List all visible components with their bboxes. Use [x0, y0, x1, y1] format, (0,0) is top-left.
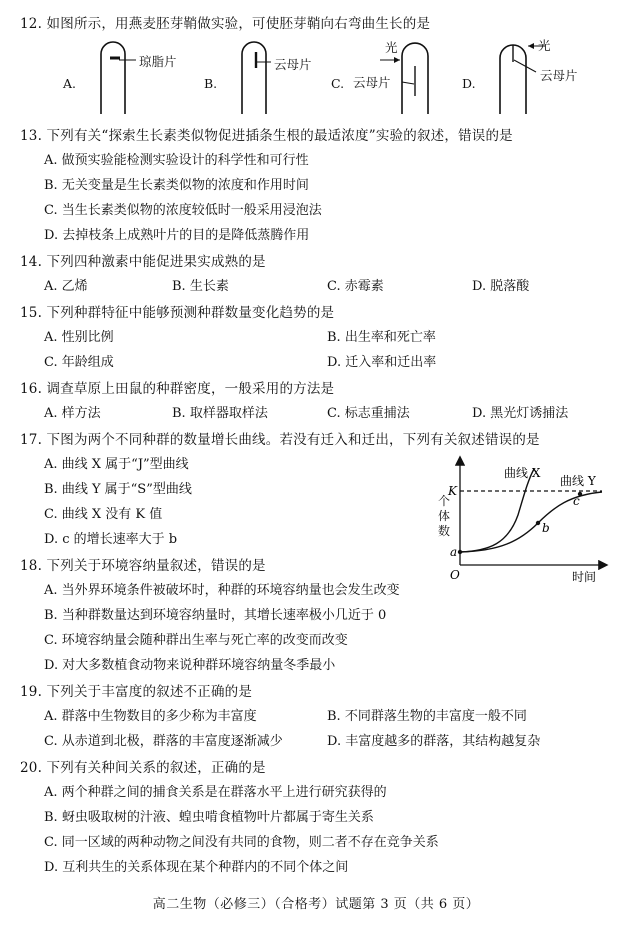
q13-option-a: A. 做预实验能检测实验设计的科学性和可行性: [44, 153, 309, 168]
q20-stem: 20. 下列有关种间关系的叙述，正确的是: [20, 760, 266, 776]
q14-option-d: D. 脱落酸: [472, 279, 530, 294]
chart-b-label: b: [542, 521, 550, 535]
q18-option-a: A. 当外界环境条件被破坏时，种群的环境容纳量也会发生改变: [44, 583, 400, 598]
q19-option-d: D. 丰富度越多的群落，其结构越复杂: [327, 734, 541, 749]
q19-option-a: A. 群落中生物数目的多少称为丰富度: [44, 709, 257, 724]
chart-series-y-label: 曲线 Y: [560, 474, 596, 488]
q18-option-c: C. 环境容纳量会随种群出生率与死亡率的改变而改变: [44, 633, 348, 648]
point-b: [536, 521, 540, 525]
curve-y-s: [460, 492, 602, 552]
q12-fig-c-letter: C.: [331, 76, 345, 91]
q19-option-b: B. 不同群落生物的丰富度一般不同: [327, 709, 527, 724]
q12-fig-a-letter: A.: [63, 76, 77, 91]
q12-fig-d-label: 云母片: [540, 68, 578, 83]
q18-stem: 18. 下列关于环境容纳量叙述，错误的是: [20, 558, 266, 574]
q12-fig-b: [242, 42, 271, 114]
q20-option-d: D. 互利共生的关系体现在某个种群内的不同个体之间: [44, 860, 349, 875]
q14-option-a: A. 乙烯: [44, 279, 88, 294]
q16-option-b: B. 取样器取样法: [172, 406, 268, 421]
q15-option-d: D. 迁入率和迁出率: [327, 355, 437, 370]
q12-stem: 12. 如图所示，用燕麦胚芽鞘做实验，可使胚芽鞘向右弯曲生长的是: [20, 16, 431, 32]
chart-c-label: c: [573, 494, 580, 508]
q15-stem: 15. 下列种群特征中能够预测种群数量变化趋势的是: [20, 305, 335, 321]
q16-option-c: C. 标志重捕法: [327, 406, 410, 421]
population-growth-chart: [430, 455, 610, 585]
q14-option-c: C. 赤霉素: [327, 279, 384, 294]
chart-k-label: K: [448, 484, 457, 498]
page-footer: 高二生物（必修三）（合格考）试题第 3 页（共 6 页）: [152, 897, 480, 912]
q20-option-b: B. 蚜虫吸取树的汁液、蝗虫啃食植物叶片都属于寄生关系: [44, 810, 374, 825]
q12-fig-c-light: 光: [385, 40, 398, 55]
q18-option-b: B. 当种群数量达到环境容纳量时，其增长速率极小几近于 0: [44, 608, 387, 623]
curve-x-j: [460, 469, 534, 552]
q13-stem: 13. 下列有关“探索生长素类似物促进插条生根的最适浓度”实验的叙述，错误的是: [20, 128, 513, 144]
q17-option-b: B. 曲线 Y 属于“S”型曲线: [44, 482, 192, 497]
q12-fig-c-label: 云母片: [353, 75, 391, 90]
q12-fig-d-letter: D.: [462, 76, 476, 91]
q13-option-b: B. 无关变量是生长素类似物的浓度和作用时间: [44, 178, 309, 193]
chart-y-axis-label: 个体数: [438, 494, 451, 538]
q17-option-a: A. 曲线 X 属于“J”型曲线: [44, 457, 189, 472]
q18-option-d: D. 对大多数植食动物来说种群环境容纳量冬季最小: [44, 658, 336, 673]
q12-fig-a: [101, 42, 136, 114]
q12-fig-b-label: 云母片: [274, 57, 312, 72]
q16-option-d: D. 黑光灯诱捕法: [472, 406, 569, 421]
q15-option-b: B. 出生率和死亡率: [327, 330, 436, 345]
chart-origin-label: O: [450, 568, 460, 582]
q15-option-a: A. 性别比例: [44, 330, 114, 345]
q20-option-c: C. 同一区域的两种动物之间没有共同的食物，则二者不存在竞争关系: [44, 835, 439, 850]
q17-stem: 17. 下图为两个不同种群的数量增长曲线。若没有迁入和迁出，下列有关叙述错误的是: [20, 432, 540, 448]
q14-stem: 14. 下列四种激素中能促进果实成熟的是: [20, 254, 266, 270]
q15-option-c: C. 年龄组成: [44, 355, 114, 370]
q19-stem: 19. 下列关于丰富度的叙述不正确的是: [20, 684, 253, 700]
q17-option-d: D. c 的增长速率大于 b: [44, 532, 178, 547]
q16-stem: 16. 调查草原上田鼠的种群密度，一般采用的方法是: [20, 381, 335, 397]
q12-fig-b-letter: B.: [204, 76, 218, 91]
q13-option-d: D. 去掉枝条上成熟叶片的目的是降低蒸腾作用: [44, 228, 310, 243]
q19-option-c: C. 从赤道到北极，群落的丰富度逐渐减少: [44, 734, 283, 749]
q13-option-c: C. 当生长素类似物的浓度较低时一般采用浸泡法: [44, 203, 322, 218]
q16-option-a: A. 样方法: [44, 406, 101, 421]
q12-fig-a-label: 琼脂片: [139, 54, 177, 69]
q12-fig-d-light: 光: [538, 38, 551, 53]
q14-option-b: B. 生长素: [172, 279, 229, 294]
chart-series-x-label: 曲线 X: [504, 466, 541, 480]
q20-option-a: A. 两个种群之间的捕食关系是在群落水平上进行研究获得的: [44, 785, 387, 800]
chart-a-label: a: [450, 545, 458, 559]
q17-option-c: C. 曲线 X 没有 K 值: [44, 507, 163, 522]
chart-x-axis-label: 时间: [572, 570, 597, 584]
point-a: [458, 550, 462, 554]
